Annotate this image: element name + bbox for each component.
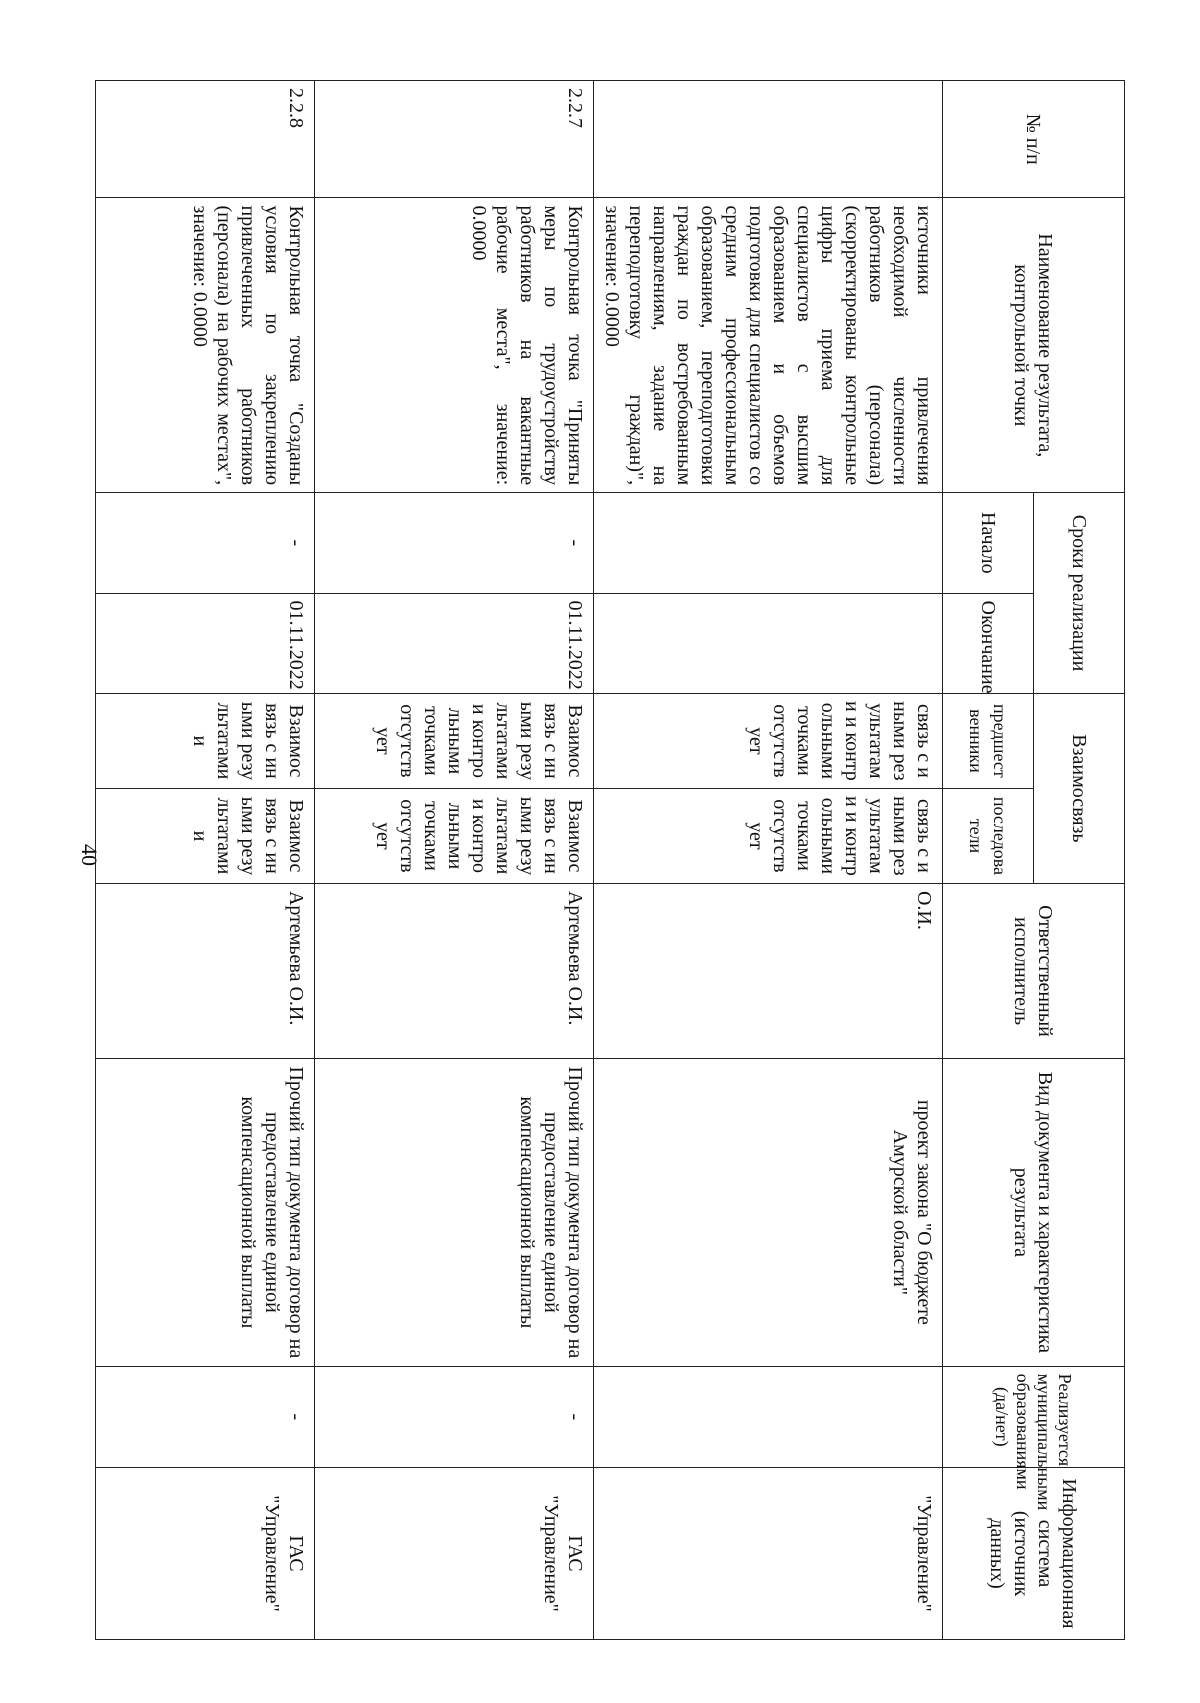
header-predecessors: предшественники [943, 693, 1034, 788]
cell-end: 01.11.2022 [96, 593, 315, 693]
cell-predecessors: Взаимосвязь с иными результатами и [96, 693, 315, 788]
cell-document: Прочий тип документа договор на предоставление единой компенсационной выплаты [315, 1059, 594, 1367]
cell-responsible: Артемьева О.И. [315, 883, 594, 1058]
header-row [1034, 81, 1125, 1640]
cell-info-system: ГАС "Управление" [96, 1468, 315, 1640]
header-municipal: Реализуется муниципальными образованиями (да/нет) [943, 1366, 1125, 1467]
header-num: № п/п [943, 81, 1125, 198]
header-start: Начало [943, 493, 1034, 593]
cell-document: проект закона "О бюджете Амурской области" [594, 1059, 943, 1367]
header-successors: последователи [943, 788, 1034, 883]
cell-successors: связь с иными результатами и контрольными точками отсутствует [594, 788, 943, 883]
results-table [95, 80, 1125, 1640]
cell-responsible: О.И. [594, 883, 943, 1058]
cell-end [594, 593, 943, 693]
cell-info-system: ГАС "Управление" [315, 1468, 594, 1640]
cell-start [594, 493, 943, 593]
cell-start: - [315, 493, 594, 593]
cell-successors: Взаимосвязь с иными результатами и контрольными точками отсутствует [315, 788, 594, 883]
header-responsible: Ответственный исполнитель [943, 883, 1125, 1058]
cell-successors: Взаимосвязь с иными результатами и [96, 788, 315, 883]
cell-responsible: Артемьева О.И. [96, 883, 315, 1058]
cell-num: 2.2.7 [315, 81, 594, 198]
header-document: Вид документа и характеристика результата [943, 1059, 1125, 1367]
cell-document: Прочий тип документа договор на предоставление единой компенсационной выплаты [96, 1059, 315, 1367]
header-relation: Взаимосвязь [1034, 693, 1125, 883]
results-table-page [125, 80, 1125, 1640]
header-terms: Сроки реализации [1034, 493, 1125, 694]
page-number: 40 [77, 844, 102, 866]
header-name: Наименование результата, контрольной точки [943, 198, 1125, 493]
header-end: Окончание [943, 593, 1034, 693]
cell-predecessors: Взаимосвязь с иными результатами и контрольными точками отсутствует [315, 693, 594, 788]
cell-num [594, 81, 943, 198]
cell-end: 01.11.2022 [315, 593, 594, 693]
cell-info-system: "Управление" [594, 1468, 943, 1640]
cell-name: Контрольная точка "Созданы условия по закреплению привлеченных работников (персонала) на рабочих местах", значение: 0.0000 [96, 198, 315, 493]
cell-num: 2.2.8 [96, 81, 315, 198]
cell-name: Контрольная точка "Приняты меры по трудоустройству работников на вакантные рабочие места", значение: 0.0000 [315, 198, 594, 493]
header-info-system: Информационная система (источник данных) [943, 1468, 1125, 1640]
cell-municipal: - [315, 1366, 594, 1467]
cell-predecessors: связь с иными результатами и контрольными точками отсутствует [594, 693, 943, 788]
table-row [96, 81, 315, 1640]
table-row [315, 81, 594, 1640]
cell-municipal [594, 1366, 943, 1467]
cell-name: источники привлечения необходимой численности работников (персонала) (скорректированы контрольные цифры приема для специалистов с высшим образованием и объемов подготовки для специалистов со средним профессиональным образованием, переподготовки граждан по востребованным направлениям, задание на переподготовку граждан)", значение: 0.0000 [594, 198, 943, 493]
cell-municipal: - [96, 1366, 315, 1467]
table-row [594, 81, 943, 1640]
cell-start: - [96, 493, 315, 593]
